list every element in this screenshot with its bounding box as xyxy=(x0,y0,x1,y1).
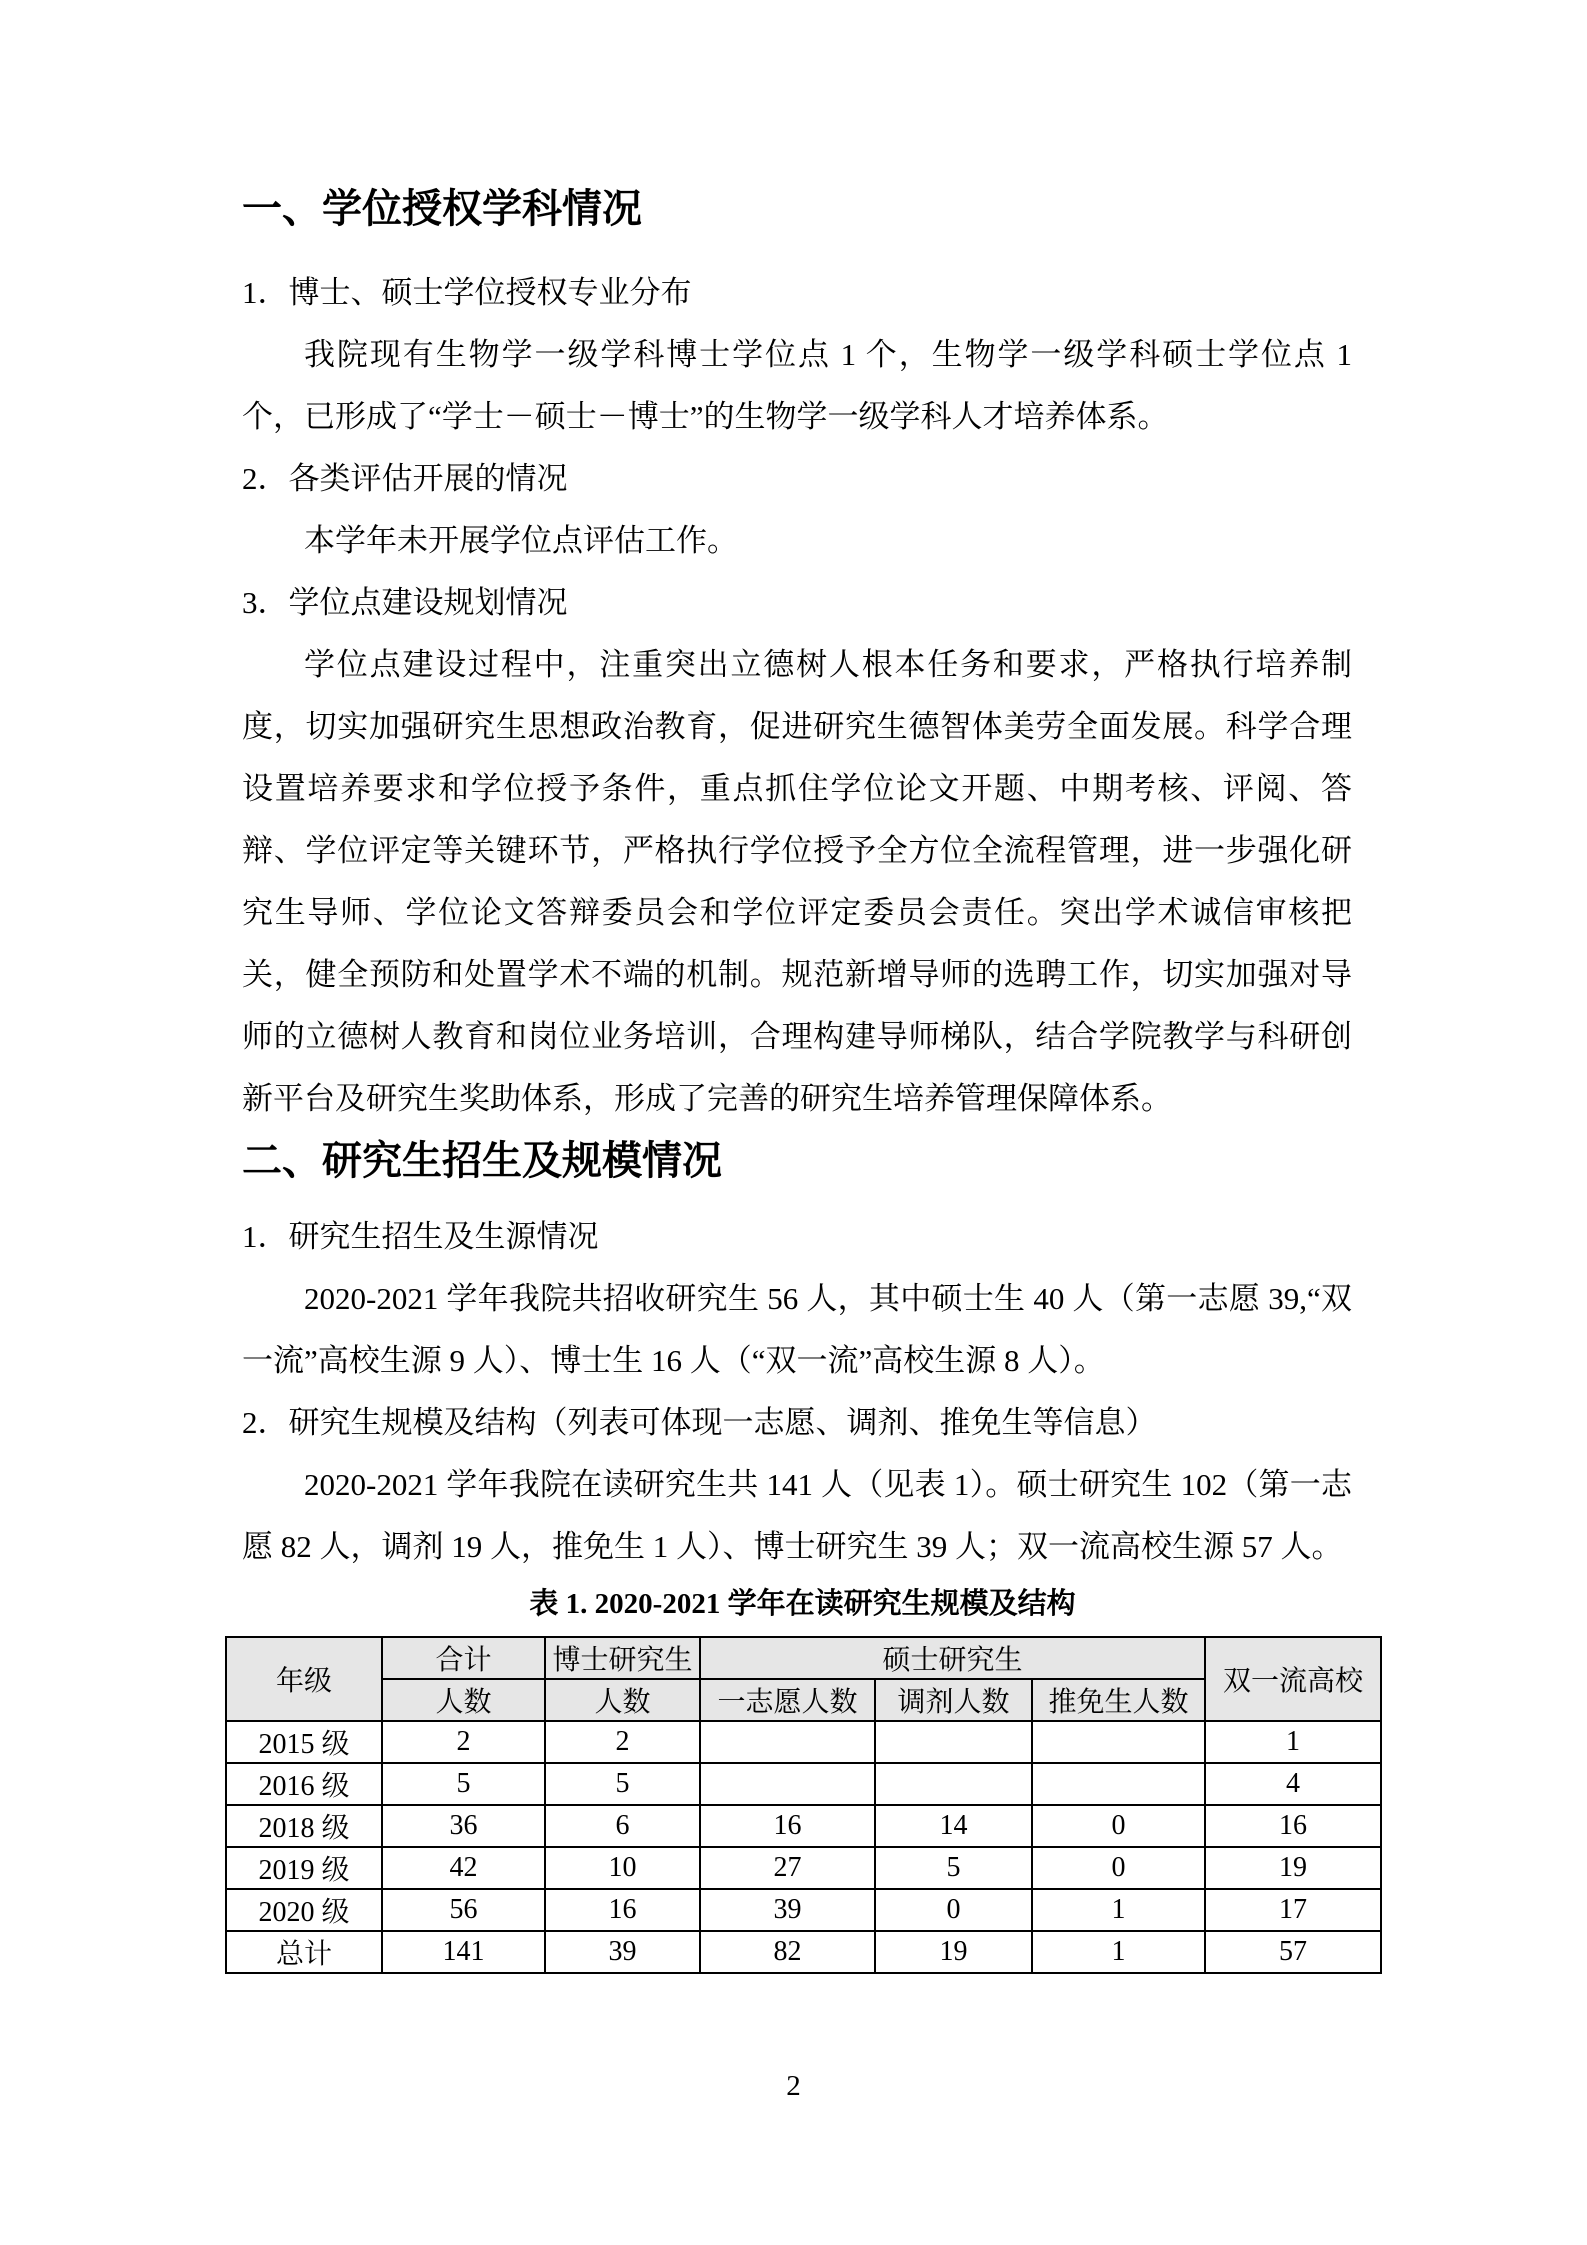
cell-first-choice: 39 xyxy=(700,1889,875,1931)
cell-adjusted: 14 xyxy=(875,1805,1032,1847)
cell-exempt: 1 xyxy=(1032,1931,1205,1973)
cell-grade: 2015 级 xyxy=(226,1721,382,1763)
cell-dfc: 57 xyxy=(1205,1931,1381,1973)
cell-dfc: 17 xyxy=(1205,1889,1381,1931)
header-doctoral: 博士研究生 xyxy=(545,1637,700,1679)
cell-dfc: 4 xyxy=(1205,1763,1381,1805)
table-row xyxy=(226,1889,1381,1931)
cell-adjusted xyxy=(875,1763,1032,1805)
cell-first-choice: 82 xyxy=(700,1931,875,1973)
section-1-item-1-label: 1．博士、硕士学位授权专业分布 xyxy=(242,275,692,310)
cell-grade: 2020 级 xyxy=(226,1889,382,1931)
cell-exempt xyxy=(1032,1763,1205,1805)
header-total-count: 人数 xyxy=(382,1679,545,1721)
header-exempt-count: 推免生人数 xyxy=(1032,1679,1205,1721)
cell-exempt: 0 xyxy=(1032,1805,1205,1847)
header-first-choice-count: 一志愿人数 xyxy=(700,1679,875,1721)
cell-total: 141 xyxy=(382,1931,545,1973)
cell-exempt: 1 xyxy=(1032,1889,1205,1931)
table-row-total xyxy=(226,1931,1381,1973)
cell-exempt xyxy=(1032,1721,1205,1763)
cell-first-choice xyxy=(700,1721,875,1763)
cell-dfc: 19 xyxy=(1205,1847,1381,1889)
cell-grade: 2018 级 xyxy=(226,1805,382,1847)
cell-first-choice xyxy=(700,1763,875,1805)
cell-first-choice: 27 xyxy=(700,1847,875,1889)
section-1-item-3-label: 3．学位点建设规划情况 xyxy=(242,585,568,620)
cell-adjusted: 5 xyxy=(875,1847,1032,1889)
section-2-heading: 二、研究生招生及规模情况 xyxy=(242,1138,722,1183)
section-2-item-1-label: 1．研究生招生及生源情况 xyxy=(242,1219,599,1254)
table-row xyxy=(226,1763,1381,1805)
cell-total: 56 xyxy=(382,1889,545,1931)
cell-total: 2 xyxy=(382,1721,545,1763)
page-number: 2 xyxy=(786,2070,801,2102)
cell-doctoral: 10 xyxy=(545,1847,700,1889)
section-2-item-2-paragraph: 2020-2021 学年我院在读研究生共 141 人（见表 1）。硕士研究生 102（第一志愿 82 人，调剂 19 人，推免生 1 人）、博士研究生 39 人；双一流高校生源 57 人。 xyxy=(242,1467,1352,1564)
section-1-item-2-label: 2．各类评估开展的情况 xyxy=(242,461,568,496)
cell-grade: 2019 级 xyxy=(226,1847,382,1889)
cell-total: 36 xyxy=(382,1805,545,1847)
cell-adjusted xyxy=(875,1721,1032,1763)
cell-exempt: 0 xyxy=(1032,1847,1205,1889)
cell-grade: 2016 级 xyxy=(226,1763,382,1805)
enrollment-table-header xyxy=(226,1637,1381,1721)
cell-adjusted: 19 xyxy=(875,1931,1032,1973)
cell-dfc: 1 xyxy=(1205,1721,1381,1763)
cell-first-choice: 16 xyxy=(700,1805,875,1847)
cell-adjusted: 0 xyxy=(875,1889,1032,1931)
cell-doctoral: 5 xyxy=(545,1763,700,1805)
header-adjusted-count: 调剂人数 xyxy=(875,1679,1032,1721)
table-caption: 表 1. 2020-2021 学年在读研究生规模及结构 xyxy=(529,1588,1076,1620)
section-2-item-1-paragraph: 2020-2021 学年我院共招收研究生 56 人，其中硕士生 40 人（第一志愿 39,“双一流”高校生源 9 人）、博士生 16 人（“双一流”高校生源 8 人）。 xyxy=(242,1281,1352,1378)
section-2-item-2-label: 2．研究生规模及结构（列表可体现一志愿、调剂、推免生等信息） xyxy=(242,1405,1157,1440)
header-row-1 xyxy=(226,1637,1381,1679)
header-total: 合计 xyxy=(382,1637,545,1679)
header-grade: 年级 xyxy=(226,1637,382,1721)
enrollment-table-body xyxy=(226,1721,1381,1973)
header-double-first-class: 双一流高校 xyxy=(1205,1637,1381,1721)
section-1-item-1-paragraph: 我院现有生物学一级学科博士学位点 1 个，生物学一级学科硕士学位点 1 个，已形成了“学士－硕士－博士”的生物学一级学科人才培养体系。 xyxy=(242,337,1352,434)
section-1-heading: 一、学位授权学科情况 xyxy=(242,186,642,231)
table-row xyxy=(226,1805,1381,1847)
section-1-item-3-paragraph: 学位点建设过程中，注重突出立德树人根本任务和要求，严格执行培养制度，切实加强研究生思想政治教育，促进研究生德智体美劳全面发展。科学合理设置培养要求和学位授予条件，重点抓住学位论文开题、中期考核、评阅、答辩、学位评定等关键环节，严格执行学位授予全方位全流程管理，进一步强化研究生导师、学位论文答辩委员会和学位评定委员会责任。突出学术诚信审核把关，健全预防和处置学术不端的机制。规范新增导师的选聘工作，切实加强对导师的立德树人教育和岗位业务培训，合理构建导师梯队，结合学院教学与科研创新平台及研究生奖助体系，形成了完善的研究生培养管理保障体系。 xyxy=(242,647,1352,1116)
cell-grade: 总计 xyxy=(226,1931,382,1973)
enrollment-table xyxy=(225,1636,1382,1974)
cell-doctoral: 6 xyxy=(545,1805,700,1847)
header-master: 硕士研究生 xyxy=(700,1637,1205,1679)
table-row xyxy=(226,1721,1381,1763)
cell-total: 5 xyxy=(382,1763,545,1805)
table-row xyxy=(226,1847,1381,1889)
cell-doctoral: 2 xyxy=(545,1721,700,1763)
header-doctoral-count: 人数 xyxy=(545,1679,700,1721)
section-1-item-2-paragraph: 本学年未开展学位点评估工作。 xyxy=(304,523,738,558)
cell-total: 42 xyxy=(382,1847,545,1889)
cell-doctoral: 16 xyxy=(545,1889,700,1931)
cell-dfc: 16 xyxy=(1205,1805,1381,1847)
cell-doctoral: 39 xyxy=(545,1931,700,1973)
